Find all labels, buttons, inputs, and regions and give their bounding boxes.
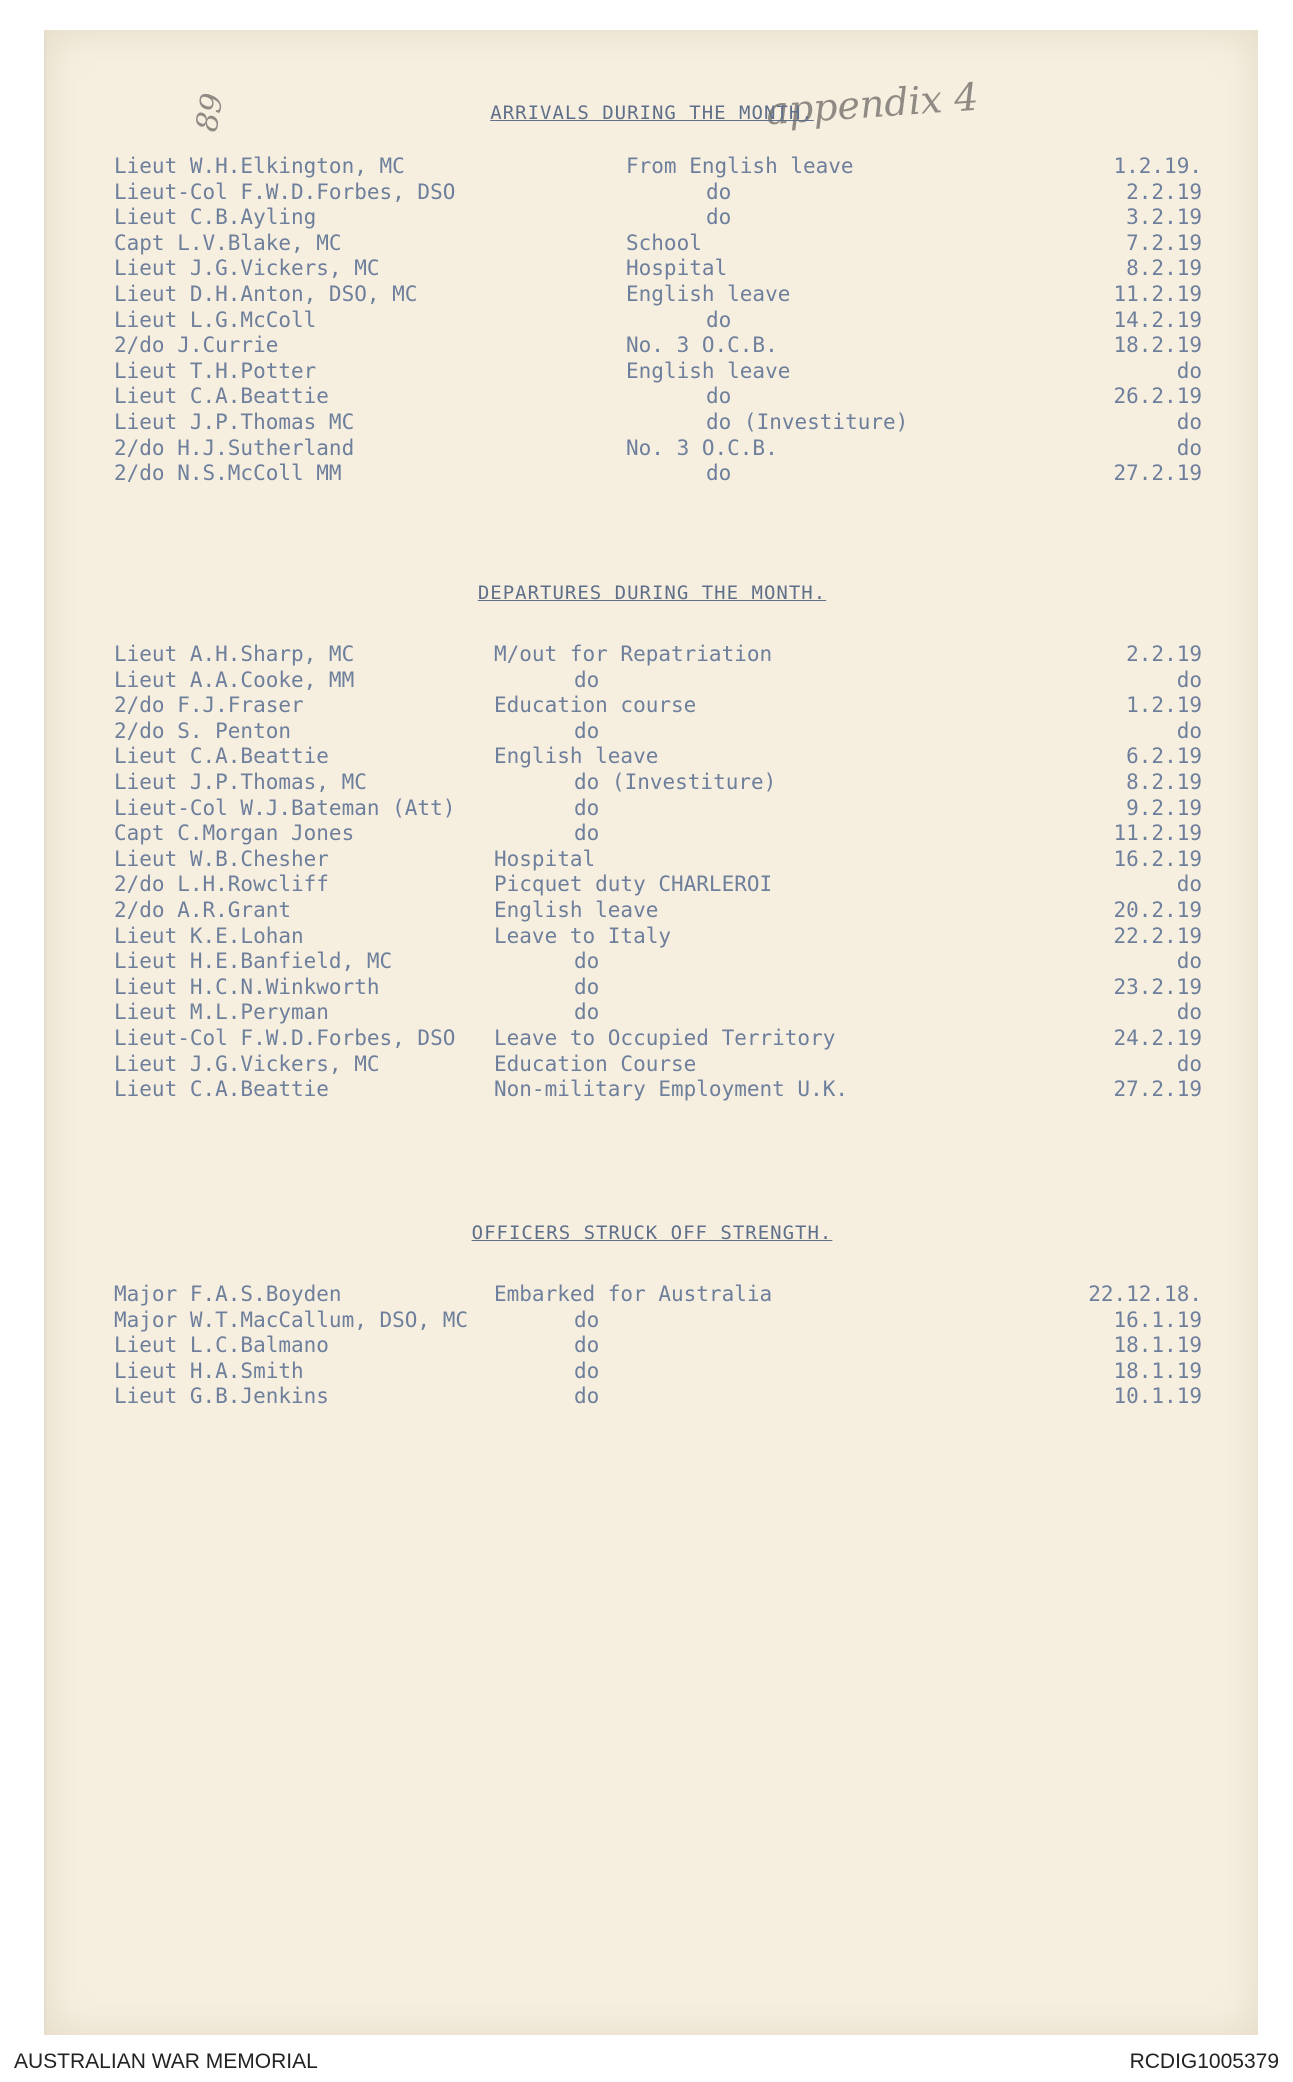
table-row bbox=[46, 872, 1258, 898]
date: 14.2.19 bbox=[1113, 307, 1202, 332]
reason: do bbox=[574, 1358, 600, 1383]
table-row bbox=[46, 359, 1258, 385]
reason: No. 3 O.C.B. bbox=[626, 333, 778, 358]
officer-name: Lieut L.G.McColl bbox=[114, 307, 317, 332]
date: 6.2.19 bbox=[1126, 744, 1202, 769]
table-row bbox=[46, 461, 1258, 487]
table-row bbox=[46, 668, 1258, 694]
reason: do bbox=[574, 795, 600, 820]
reason: do bbox=[706, 307, 732, 332]
date: do bbox=[1176, 872, 1202, 897]
reason: Education course bbox=[494, 693, 697, 718]
officer-name: Lieut G.B.Jenkins bbox=[114, 1384, 329, 1409]
departures-title: DEPARTURES DURING THE MONTH. bbox=[477, 582, 827, 604]
officer-name: 2/do S. Penton bbox=[114, 718, 292, 743]
officer-name: Lieut C.A.Beattie bbox=[114, 1077, 329, 1102]
date: 7.2.19 bbox=[1126, 230, 1202, 255]
table-row bbox=[46, 1282, 1258, 1308]
officer-name: 2/do H.J.Sutherland bbox=[114, 435, 355, 460]
footer-source: AUSTRALIAN WAR MEMORIAL bbox=[14, 2050, 318, 2073]
reason: do (Investiture) bbox=[706, 410, 909, 434]
reason: do bbox=[574, 718, 600, 743]
date: 23.2.19 bbox=[1113, 974, 1202, 999]
date: 8.2.19 bbox=[1126, 770, 1202, 794]
date: 9.2.19 bbox=[1126, 795, 1202, 820]
reason: do bbox=[706, 205, 732, 230]
date: 20.2.19 bbox=[1113, 898, 1202, 922]
officer-name: Lieut A.A.Cooke, MM bbox=[114, 667, 355, 692]
officer-name: 2/do F.J.Fraser bbox=[114, 693, 304, 718]
table-row bbox=[46, 770, 1258, 796]
date: 1.2.19 bbox=[1126, 693, 1202, 718]
table-row bbox=[46, 1000, 1258, 1026]
table-row bbox=[46, 898, 1258, 924]
reason: English leave bbox=[494, 744, 659, 769]
table-row bbox=[46, 847, 1258, 873]
reason: Education Course bbox=[494, 1051, 697, 1076]
table-row bbox=[46, 333, 1258, 359]
table-row bbox=[46, 1333, 1258, 1359]
table-row bbox=[46, 231, 1258, 257]
table-row bbox=[46, 308, 1258, 334]
table-row bbox=[46, 1052, 1258, 1078]
table-row bbox=[46, 436, 1258, 462]
date: 10.1.19 bbox=[1113, 1384, 1202, 1409]
date: do bbox=[1176, 1051, 1202, 1076]
officer-name: Lieut W.H.Elkington, MC bbox=[114, 154, 405, 178]
officer-name: Lieut K.E.Lohan bbox=[114, 923, 304, 948]
date: do bbox=[1176, 949, 1202, 974]
reason: English leave bbox=[626, 358, 791, 383]
officer-name: Lieut C.A.Beattie bbox=[114, 744, 329, 769]
reason: do bbox=[574, 974, 600, 999]
struck-off-title: OFFICERS STRUCK OFF STRENGTH. bbox=[471, 1222, 833, 1244]
table-row bbox=[46, 949, 1258, 975]
reason: do (Investiture) bbox=[574, 770, 777, 794]
officer-name: Lieut T.H.Potter bbox=[114, 358, 317, 383]
reason: do bbox=[706, 384, 732, 409]
reason: Picquet duty CHARLEROI bbox=[494, 872, 773, 897]
officer-name: Lieut J.G.Vickers, MC bbox=[114, 256, 380, 281]
officer-name: 2/do J.Currie bbox=[114, 333, 279, 358]
footer-id: RCDIG1005379 bbox=[1129, 2050, 1279, 2073]
reason: No. 3 O.C.B. bbox=[626, 435, 778, 460]
reason: do bbox=[574, 1000, 600, 1025]
reason: Non-military Employment U.K. bbox=[494, 1077, 849, 1102]
reason: do bbox=[574, 667, 600, 692]
table-row bbox=[46, 975, 1258, 1001]
date: 3.2.19 bbox=[1126, 205, 1202, 230]
date: 16.2.19 bbox=[1113, 846, 1202, 871]
reason: do bbox=[706, 179, 732, 204]
officer-name: Capt L.V.Blake, MC bbox=[114, 230, 342, 255]
reason: Leave to Italy bbox=[494, 923, 672, 948]
page-number: 89 bbox=[189, 90, 231, 135]
officer-name: Lieut W.B.Chesher bbox=[114, 846, 329, 871]
table-row bbox=[46, 744, 1258, 770]
officer-name: Lieut M.L.Peryman bbox=[114, 1000, 329, 1025]
date: 22.12.18. bbox=[1088, 1282, 1202, 1306]
officer-name: Major W.T.MacCallum, DSO, MC bbox=[114, 1307, 469, 1332]
date: do bbox=[1176, 435, 1202, 460]
table-row bbox=[46, 796, 1258, 822]
table-row bbox=[46, 1026, 1258, 1052]
appendix-note: appendix 4 bbox=[764, 74, 980, 134]
officer-name: 2/do A.R.Grant bbox=[114, 898, 292, 922]
reason: Hospital bbox=[626, 256, 728, 281]
date: do bbox=[1176, 358, 1202, 383]
officer-name: Lieut J.P.Thomas MC bbox=[114, 410, 355, 434]
officer-name: Lieut J.G.Vickers, MC bbox=[114, 1051, 380, 1076]
table-row bbox=[46, 384, 1258, 410]
table-row bbox=[46, 1359, 1258, 1385]
officer-name: Lieut D.H.Anton, DSO, MC bbox=[114, 282, 418, 306]
reason: English leave bbox=[494, 898, 659, 922]
date: do bbox=[1176, 1000, 1202, 1025]
reason: M/out for Repatriation bbox=[494, 642, 773, 666]
officer-name: Lieut-Col W.J.Bateman (Att) bbox=[114, 795, 456, 820]
reason: English leave bbox=[626, 282, 791, 306]
reason: School bbox=[626, 230, 702, 255]
table-row bbox=[46, 693, 1258, 719]
table-row bbox=[46, 154, 1258, 180]
date: 24.2.19 bbox=[1113, 1026, 1202, 1050]
officer-name: Lieut-Col F.W.D.Forbes, DSO bbox=[114, 1026, 456, 1050]
date: 26.2.19 bbox=[1113, 384, 1202, 409]
officer-name: Major F.A.S.Boyden bbox=[114, 1282, 342, 1306]
officer-name: Lieut J.P.Thomas, MC bbox=[114, 770, 367, 794]
table-row bbox=[46, 410, 1258, 436]
date: 2.2.19 bbox=[1126, 642, 1202, 666]
reason: do bbox=[574, 1333, 600, 1358]
date: 27.2.19 bbox=[1113, 1077, 1202, 1102]
table-row bbox=[46, 1384, 1258, 1410]
officer-name: 2/do L.H.Rowcliff bbox=[114, 872, 329, 897]
date: 1.2.19. bbox=[1113, 154, 1202, 178]
officer-name: 2/do N.S.McColl MM bbox=[114, 461, 342, 486]
officer-name: Lieut C.B.Ayling bbox=[114, 205, 317, 230]
officer-name: Lieut H.C.N.Winkworth bbox=[114, 974, 380, 999]
reason: From English leave bbox=[626, 154, 854, 178]
table-row bbox=[46, 642, 1258, 668]
arrivals-title: ARRIVALS DURING THE MONTH. bbox=[490, 102, 814, 124]
date: 18.1.19 bbox=[1113, 1358, 1202, 1383]
table-row bbox=[46, 180, 1258, 206]
officer-name: Lieut H.E.Banfield, MC bbox=[114, 949, 393, 974]
officer-name: Lieut A.H.Sharp, MC bbox=[114, 642, 355, 666]
date: 18.1.19 bbox=[1113, 1333, 1202, 1358]
date: do bbox=[1176, 718, 1202, 743]
officer-name: Capt C.Morgan Jones bbox=[114, 821, 355, 846]
table-row bbox=[46, 821, 1258, 847]
table-row bbox=[46, 719, 1258, 745]
date: do bbox=[1176, 667, 1202, 692]
date: 18.2.19 bbox=[1113, 333, 1202, 358]
date: 27.2.19 bbox=[1113, 461, 1202, 486]
date: 11.2.19 bbox=[1113, 282, 1202, 306]
reason: do bbox=[574, 821, 600, 846]
date: do bbox=[1176, 410, 1202, 434]
table-row bbox=[46, 282, 1258, 308]
date: 22.2.19 bbox=[1113, 923, 1202, 948]
date: 8.2.19 bbox=[1126, 256, 1202, 281]
table-row bbox=[46, 1077, 1258, 1103]
date: 16.1.19 bbox=[1113, 1307, 1202, 1332]
reason: Leave to Occupied Territory bbox=[494, 1026, 836, 1050]
document-sheet bbox=[44, 30, 1258, 2035]
table-row bbox=[46, 256, 1258, 282]
reason: do bbox=[706, 461, 732, 486]
officer-name: Lieut-Col F.W.D.Forbes, DSO bbox=[114, 179, 456, 204]
table-row bbox=[46, 924, 1258, 950]
officer-name: Lieut H.A.Smith bbox=[114, 1358, 304, 1383]
reason: do bbox=[574, 1307, 600, 1332]
date: 2.2.19 bbox=[1126, 179, 1202, 204]
officer-name: Lieut C.A.Beattie bbox=[114, 384, 329, 409]
reason: Embarked for Australia bbox=[494, 1282, 773, 1306]
reason: do bbox=[574, 949, 600, 974]
table-row bbox=[46, 205, 1258, 231]
reason: Hospital bbox=[494, 846, 596, 871]
date: 11.2.19 bbox=[1113, 821, 1202, 846]
officer-name: Lieut L.C.Balmano bbox=[114, 1333, 329, 1358]
reason: do bbox=[574, 1384, 600, 1409]
table-row bbox=[46, 1308, 1258, 1334]
